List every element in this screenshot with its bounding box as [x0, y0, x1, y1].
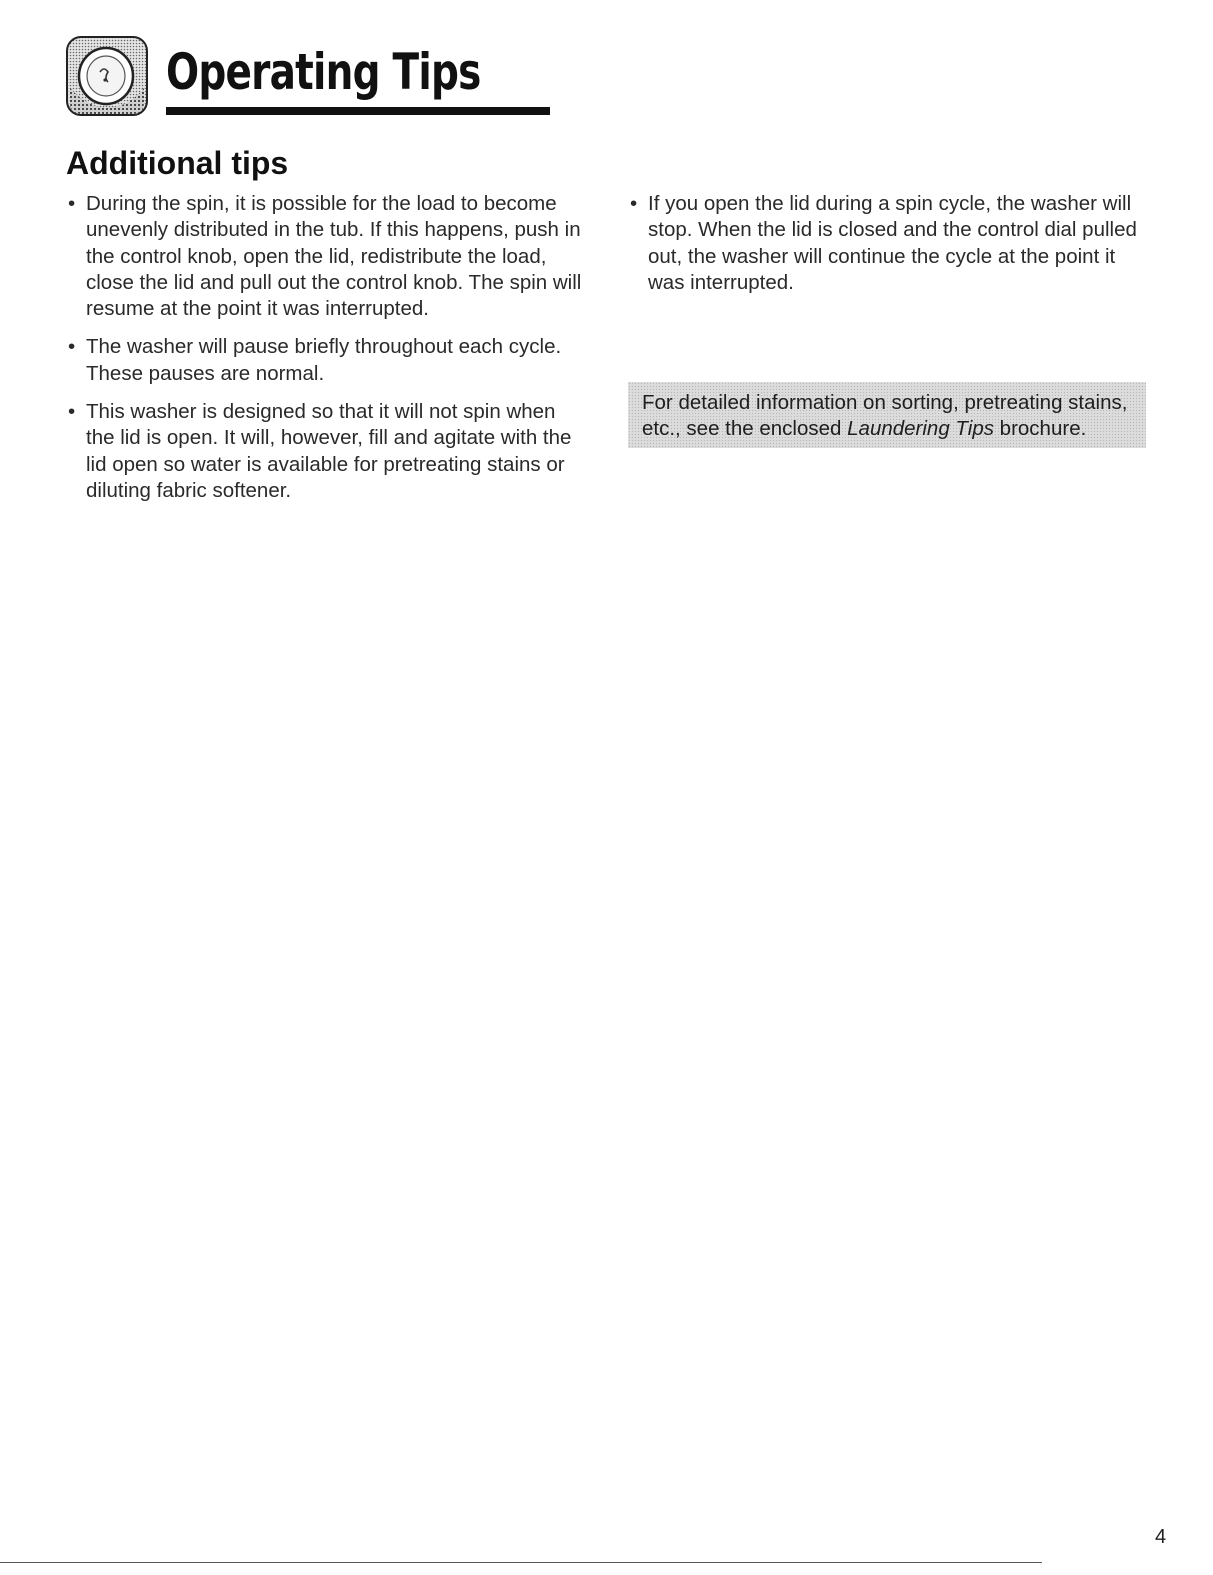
bullet: • [630, 192, 638, 215]
bullet: • [68, 192, 76, 215]
page-header [66, 36, 486, 120]
title-underline [166, 107, 550, 115]
tip-text: This washer is designed so that it will not spin when the lid is open. It will, however, fill and agitate with the lid open so water is available for pretreating stains or diluting fabric softener. [86, 400, 572, 502]
tip-text: If you open the lid during a spin cycle, the washer will stop. When the lid is closed and the control dial pulled out, the washer will continue the cycle at the point it was interrupted. [648, 192, 1137, 294]
washer-tub-icon [66, 36, 148, 116]
list-item [66, 191, 586, 322]
laundering-tips-note [628, 382, 1146, 448]
list-item [66, 399, 586, 504]
list-item [628, 191, 1148, 296]
section-heading: Additional tips [66, 145, 289, 181]
tip-text: During the spin, it is possible for the load to become unevenly distributed in the tub. If this happens, push in the control knob, open the lid, redistribute the load, close the lid and pull out the control knob. The spin will resume at the point it was interrupted. [86, 192, 582, 321]
page-number: 4 [1155, 1526, 1167, 1548]
tips-list-right [628, 191, 1148, 308]
bullet: • [68, 400, 76, 424]
list-item [66, 334, 586, 387]
tip-text: The washer will pause briefly throughout each cycle. These pauses are normal. [86, 335, 562, 385]
note-text: For detailed information on sorting, pretreating stains, etc., see the enclosed [642, 391, 1128, 440]
footer-rule [0, 1562, 1042, 1563]
tips-list-left [66, 191, 586, 516]
note-text-end: brochure. [993, 417, 1087, 440]
bullet: • [68, 335, 76, 359]
page-title: Operating Tips [166, 43, 481, 101]
brochure-title: Laundering Tips [847, 417, 994, 440]
